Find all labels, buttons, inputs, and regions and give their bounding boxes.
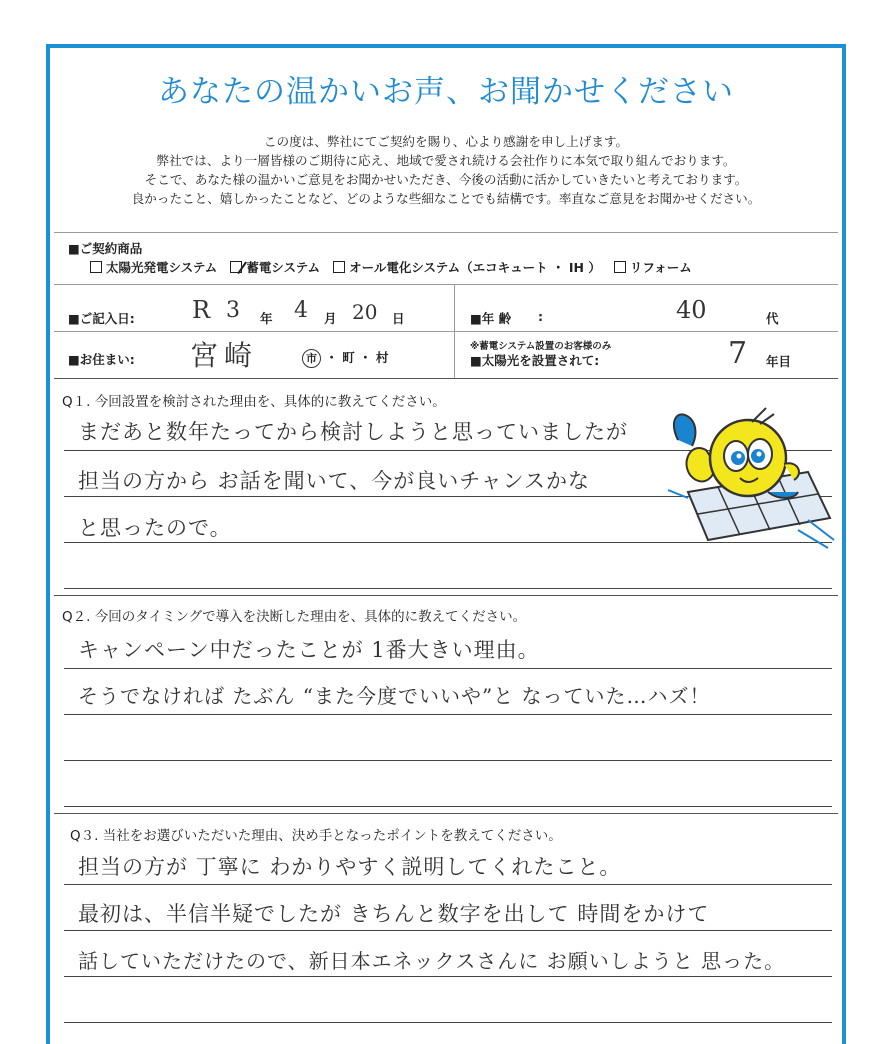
age-colon: : <box>538 309 543 324</box>
city-circled: 市 <box>302 349 321 368</box>
intro-line: 良かったこと、嬉しかったことなど、どのような些細なことでも結構です。率直なご意見をお聞かせください。 <box>131 191 761 206</box>
answer-rule <box>64 976 832 977</box>
option-storage[interactable] <box>230 260 320 275</box>
address-type <box>302 348 388 368</box>
question-2: Q２. 今回のタイミングで導入を決断した理由を、具体的に教えてください。 <box>62 609 527 625</box>
address-value: 宮崎 <box>190 339 259 372</box>
answer-rule <box>64 714 832 715</box>
checkbox-storage-checked[interactable] <box>230 261 242 273</box>
month-unit: 月 <box>324 311 337 326</box>
answer-1-line-1: まだあと数年たってから検討しようと思っていましたが <box>78 420 628 444</box>
answer-rule <box>64 930 832 931</box>
address-label: ■お住まい: <box>68 352 135 367</box>
date-era: R <box>192 296 211 324</box>
contract-options <box>90 258 692 276</box>
answer-3-line-3: 話していただけたので、新日本エネックスさんに お願いしようと 思った。 <box>78 949 786 973</box>
date-day: 20 <box>352 300 378 324</box>
divider <box>54 232 838 233</box>
intro-line: そこで、あなた様の温かいご意見をお聞かせいただき、今後の活動に活かしていきたいと考えております。 <box>144 172 748 187</box>
answer-rule <box>64 884 832 885</box>
divider <box>54 595 838 596</box>
question-1: Q１. 今回設置を検討された理由を、具体的に教えてください。 <box>62 394 446 410</box>
answer-rule <box>64 668 832 669</box>
contract-heading: ■ご契約商品 <box>68 241 143 256</box>
solar-value: 7 <box>728 336 748 371</box>
option-solar[interactable] <box>90 260 217 275</box>
age-unit: 代 <box>766 311 779 326</box>
sun-mascot-illustration <box>648 400 838 550</box>
date-label: ■ご記入日: <box>68 311 135 326</box>
age-value: 40 <box>676 296 707 324</box>
option-label: オール電化システム（エコキュート ・ IH ） <box>349 260 601 275</box>
day-unit: 日 <box>392 311 405 326</box>
age-label: ■年 齢 <box>470 311 512 326</box>
answer-2-line-2: そうでなければ たぶん “また今度でいいや”と なっていた…ハズ！ <box>78 684 711 708</box>
option-reform[interactable] <box>614 260 692 275</box>
divider <box>54 378 838 379</box>
checkbox-reform[interactable] <box>614 261 626 273</box>
checkbox-solar[interactable] <box>90 261 102 273</box>
answer-3-line-1: 担当の方が 丁寧に わかりやすく説明してくれたこと。 <box>78 855 622 879</box>
option-label: 太陽光発電システム <box>106 260 218 275</box>
page-title: あなたの温かいお声、お聞かせください <box>158 74 734 110</box>
intro-line: この度は、弊社にてご契約を賜り、心より感謝を申し上げます。 <box>263 134 629 149</box>
option-label: リフォーム <box>629 260 692 275</box>
answer-1-line-2: 担当の方から お話を聞いて、今が良いチャンスかな <box>78 469 590 493</box>
divider <box>54 284 838 285</box>
intro-line: 弊社では、より一層皆様のご期待に応え、地域で愛され続ける会社作りに本気で取り組んでおります。 <box>156 153 736 168</box>
solar-label: ■太陽光を設置されて: <box>470 353 600 368</box>
answer-rule <box>64 588 832 589</box>
answer-rule <box>64 760 832 761</box>
date-month: 4 <box>294 298 308 323</box>
solar-note: ※蓄電システム設置のお客様のみ <box>470 341 612 352</box>
option-label: 蓄電システム <box>246 260 321 275</box>
date-year: 3 <box>226 298 240 323</box>
checkbox-all-electric[interactable] <box>333 261 345 273</box>
intro-text <box>50 132 842 208</box>
divider <box>54 331 838 332</box>
town-village-label: ・ 町 ・ 村 <box>325 350 389 365</box>
answer-3-line-2: 最初は、半信半疑でしたが きちんと数字を出して 時間をかけて <box>78 902 710 926</box>
divider <box>54 813 838 814</box>
year-unit: 年 <box>260 311 273 326</box>
answer-2-line-1: キャンペーン中だったことが 1番大きい理由。 <box>78 638 540 662</box>
option-all-electric[interactable] <box>333 260 601 275</box>
question-3: Q３. 当社をお選びいただいた理由、決め手となったポイントを教えてください。 <box>70 828 562 844</box>
answer-rule <box>64 806 832 807</box>
answer-1-line-3: と思ったので。 <box>78 516 232 540</box>
answer-rule <box>64 1022 832 1023</box>
solar-unit: 年目 <box>766 354 792 369</box>
